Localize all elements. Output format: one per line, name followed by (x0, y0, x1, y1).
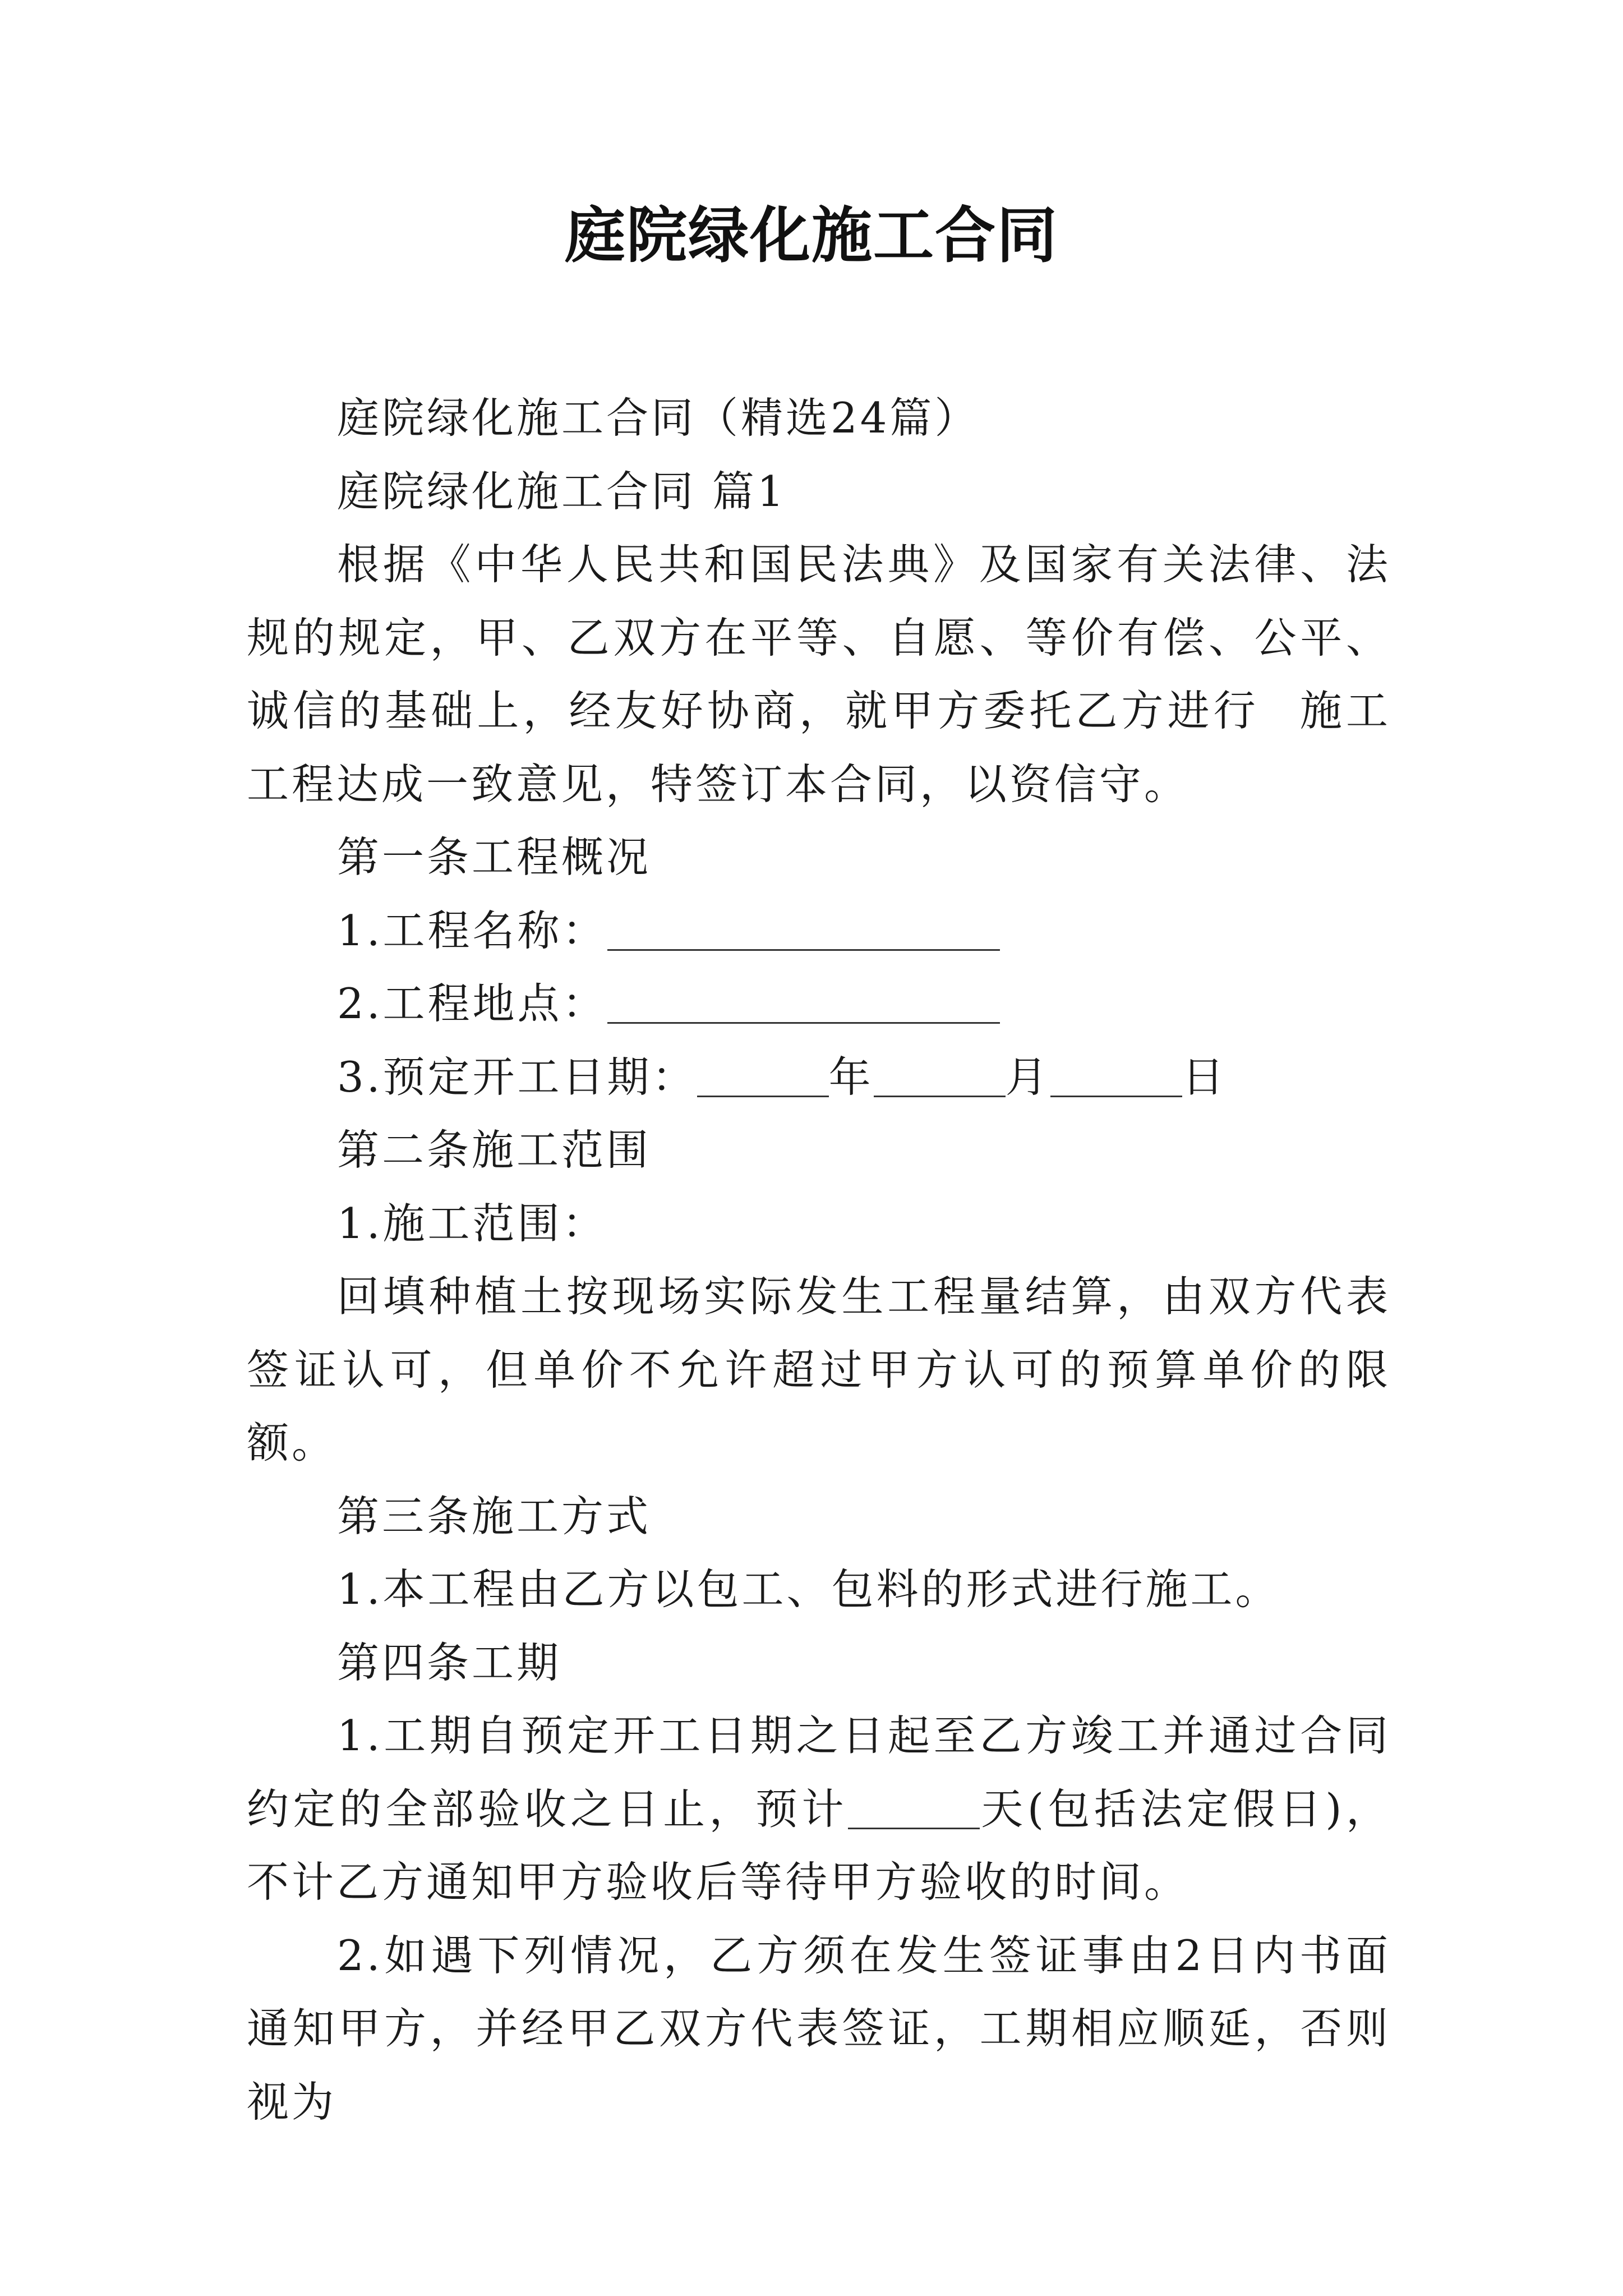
project-location-blank (607, 983, 1000, 1024)
construction-method: 1.本工程由乙方以包工、包料的形式进行施工。 (337, 1565, 1280, 1614)
intro-paragraph (247, 528, 1391, 821)
document-title: 庭院绿化施工合同 (564, 200, 1058, 271)
project-location-label: 2.工程地点： (337, 979, 607, 1028)
intro-text-a: 根据《中华人民共和国民法典》及国家有关法律、法规的规定，甲、乙双方在平等、自愿、等价有偿、公平、诚信的基础上，经友好协商，就甲方委托乙方进行 (247, 540, 1391, 735)
article-3-heading: 第三条施工方式 (337, 1491, 652, 1541)
project-name-blank (607, 910, 1000, 951)
day-label: 日 (1182, 1052, 1227, 1102)
project-name-label: 1.工程名称： (337, 905, 607, 955)
project-name-gap (1260, 692, 1299, 731)
intro-text-b: 施工工程达成一致意见，特签订本合同，以资信守。 (247, 686, 1391, 809)
extension-paragraph: 2.如遇下列情况，乙方须在发生签证事由2日内书面通知甲方，并经甲乙双方代表签证，工期相应顺延，否则视为 (247, 1930, 1391, 2127)
section-heading: 庭院绿化施工合同 篇1 (337, 466, 787, 516)
document-body (247, 381, 1391, 2138)
start-date-label: 3.预定开工日期： (337, 1052, 697, 1102)
article-1-heading: 第一条工程概况 (337, 832, 652, 882)
days-blank (848, 1788, 980, 1829)
duration-text-a: 1.工期自预定开工日期之日起至乙方竣工并通过合同约定的全部验收之日止，预计 (247, 1711, 1391, 1834)
scope-label: 1.施工范围： (337, 1198, 607, 1248)
month-label: 月 (1005, 1052, 1050, 1102)
start-date-line (247, 1041, 1391, 1114)
article-2-heading: 第二条施工范围 (337, 1125, 652, 1175)
duration-paragraph (247, 1699, 1391, 1919)
duration-text-b: 天(包括法定假日)，不计乙方通知甲方验收后等待甲方验收的时间。 (247, 1784, 1391, 1907)
project-name-line (247, 894, 1391, 968)
year-label: 年 (828, 1052, 874, 1102)
scope-paragraph: 回填种植土按现场实际发生工程量结算，由双方代表签证认可，但单价不允许超过甲方认可的预算单价的限额。 (247, 1272, 1391, 1467)
month-blank (874, 1056, 1006, 1097)
article-4-heading: 第四条工期 (337, 1637, 562, 1687)
project-location-line (247, 967, 1391, 1041)
document-subtitle: 庭院绿化施工合同（精选24篇） (337, 393, 980, 443)
day-blank (1050, 1056, 1182, 1097)
year-blank (697, 1056, 829, 1097)
